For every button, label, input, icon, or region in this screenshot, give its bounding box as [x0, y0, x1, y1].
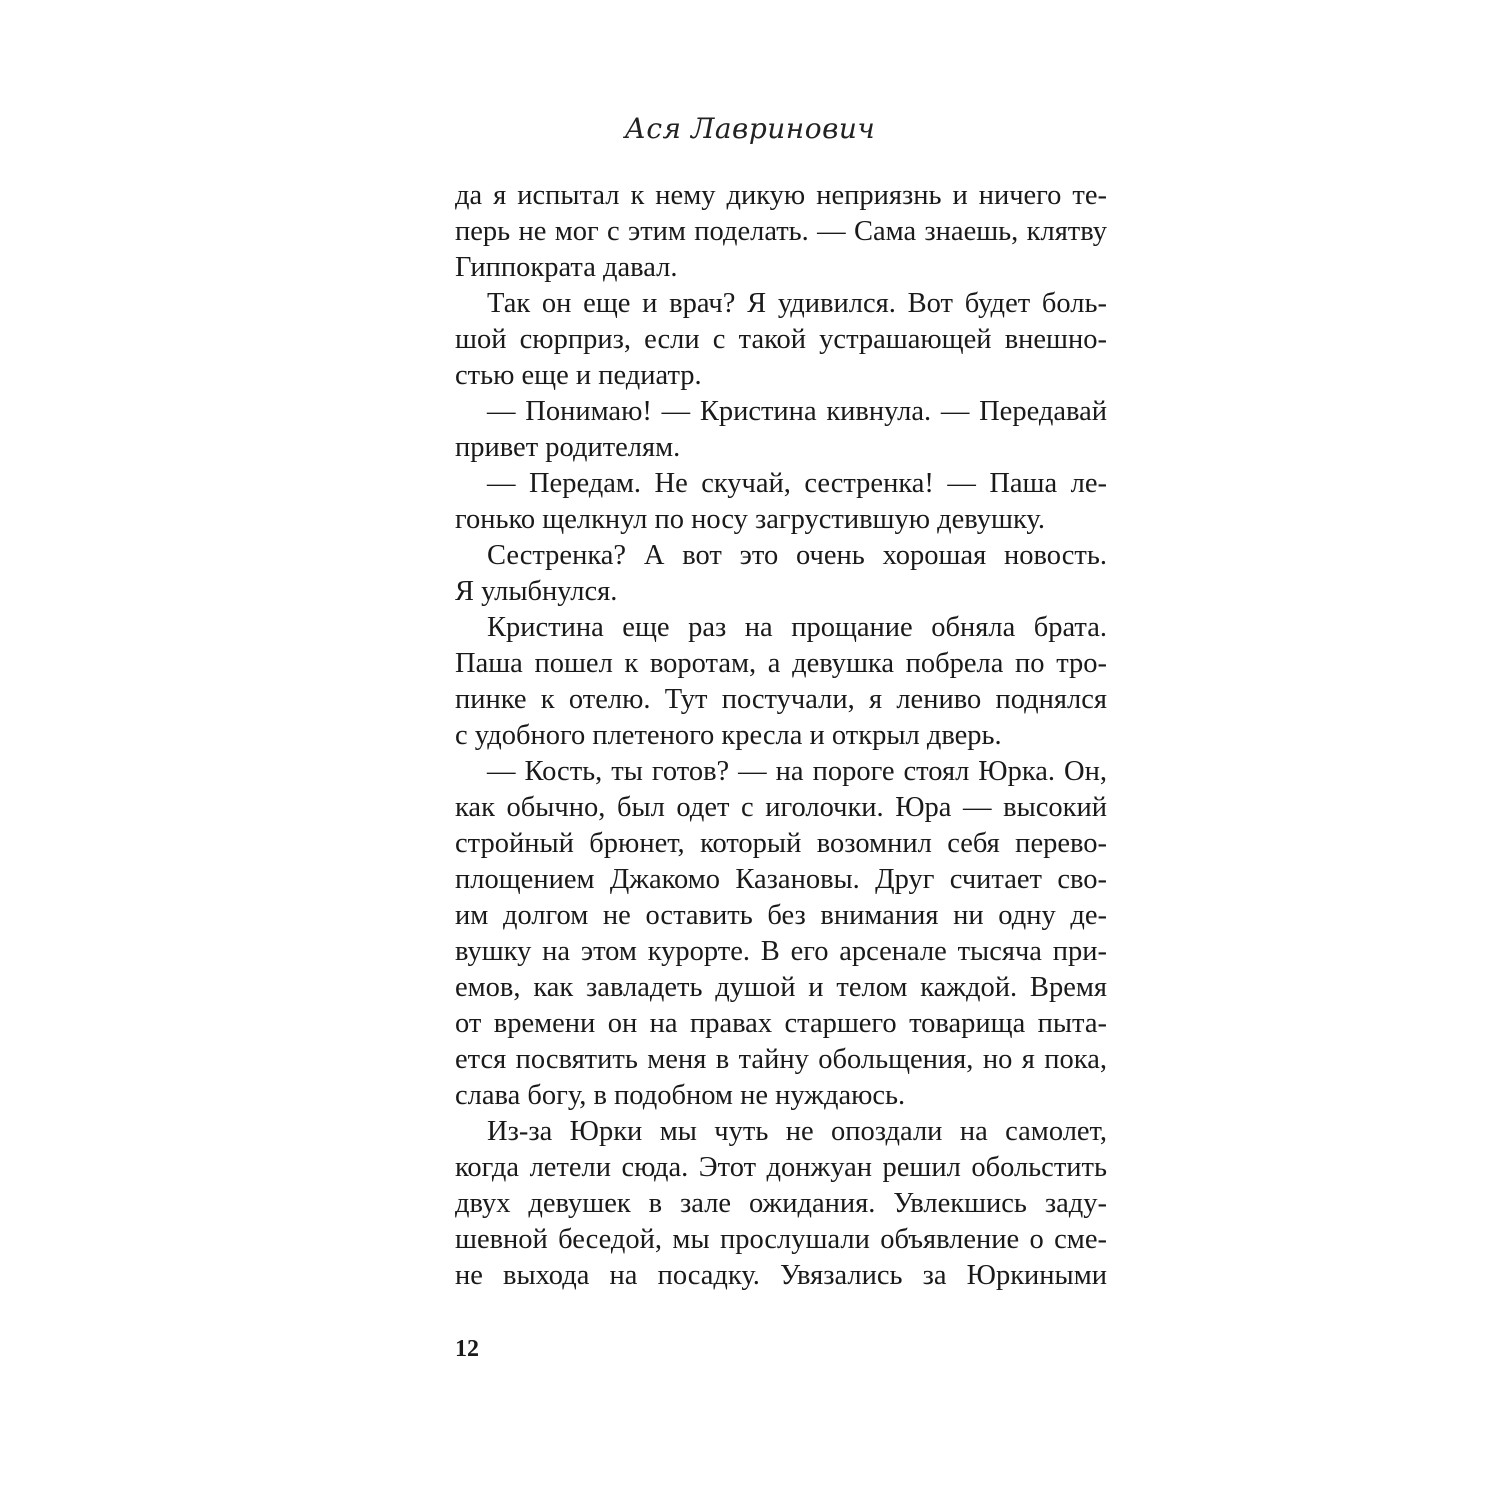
text-line: как обычно, был одет с иголочки. Юра — высокий — [455, 792, 1107, 823]
text-line: с удобного плетеного кресла и открыл дверь. — [455, 720, 1002, 751]
text-line: площением Джакомо Казановы. Друг считает сво- — [455, 864, 1107, 895]
text-line: от времени он на правах старшего товарища пыта- — [455, 1008, 1107, 1039]
text-line: Я улыбнулся. — [455, 576, 618, 607]
text-line: — Понимаю! — Кристина кивнула. — Передавай — [487, 396, 1107, 427]
text-line: перь не мог с этим поделать. — Сама знаешь, клятву — [455, 216, 1107, 247]
text-line: шой сюрприз, если с такой устрашающей внешно- — [455, 324, 1107, 355]
text-line: привет родителям. — [455, 432, 681, 463]
text-line: пинке к отелю. Тут постучали, я лениво поднялся — [455, 684, 1107, 715]
body-text — [455, 178, 1107, 1294]
text-line: двух девушек в зале ожидания. Увлекшись заду- — [455, 1188, 1107, 1219]
text-line: вушку на этом курорте. В его арсенале тысяча при- — [455, 936, 1107, 967]
running-head: Ася Лавринович — [624, 112, 876, 145]
text-line: стройный брюнет, который возомнил себя перево- — [455, 828, 1107, 859]
text-line: Сестренка? А вот это очень хорошая новость. — [487, 540, 1107, 571]
text-line: гонько щелкнул по носу загрустившую девушку. — [455, 504, 1045, 535]
text-line: когда летели сюда. Этот донжуан решил обольстить — [455, 1152, 1107, 1183]
text-line: шевной беседой, мы прослушали объявление о сме- — [455, 1224, 1107, 1255]
text-line: стью еще и педиатр. — [455, 360, 702, 391]
text-line: емов, как завладеть душой и телом каждой. Время — [455, 972, 1107, 1003]
text-line: Так он еще и врач? Я удивился. Вот будет боль- — [487, 288, 1107, 319]
page-number: 12 — [455, 1336, 479, 1362]
text-line: — Кость, ты готов? — на пороге стоял Юрка. Он, — [487, 756, 1107, 787]
text-line: Кристина еще раз на прощание обняла брата. — [487, 612, 1107, 643]
text-line: не выхода на посадку. Увязались за Юркиными — [455, 1260, 1107, 1291]
text-line: ется посвятить меня в тайну обольщения, но я пока, — [455, 1044, 1107, 1075]
text-line: Паша пошел к воротам, а девушка побрела по тро- — [455, 648, 1107, 679]
text-line: им долгом не оставить без внимания ни одну де- — [455, 900, 1107, 931]
text-line: — Передам. Не скучай, сестренка! — Паша ле- — [487, 468, 1107, 499]
text-line: Из-за Юрки мы чуть не опоздали на самолет, — [487, 1116, 1107, 1147]
text-line: слава богу, в подобном не нуждаюсь. — [455, 1080, 906, 1111]
text-line: да я испытал к нему дикую неприязнь и ничего те- — [455, 180, 1107, 211]
text-line: Гиппократа давал. — [455, 252, 678, 283]
